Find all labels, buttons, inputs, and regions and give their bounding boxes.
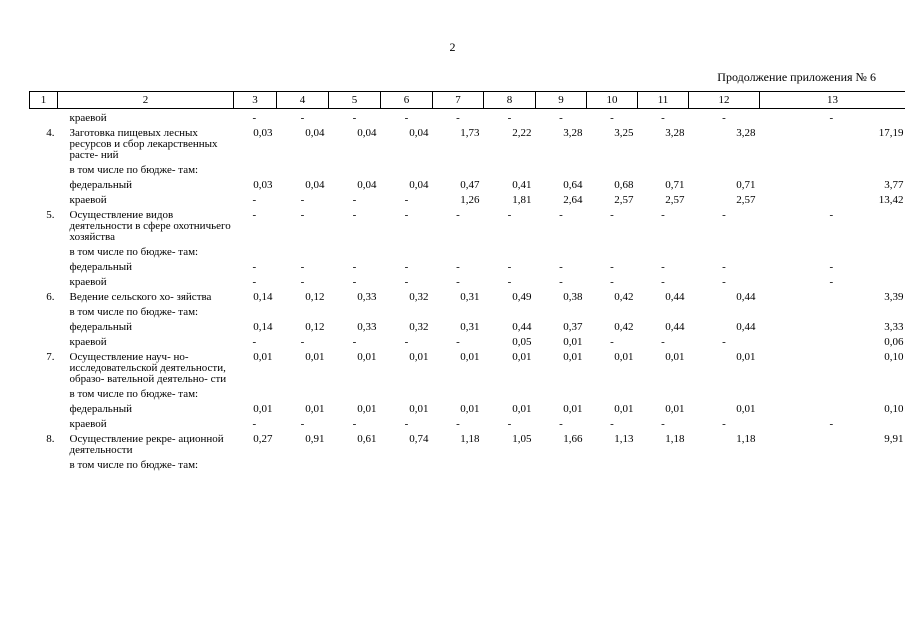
total-cell: 13,42 — [878, 194, 904, 206]
value-cell — [433, 385, 484, 400]
value-cell — [536, 456, 587, 471]
value-cell: 0,04 — [409, 179, 429, 191]
value-cell — [484, 243, 536, 258]
total-cell — [760, 385, 905, 400]
table-row — [30, 258, 905, 273]
value-cell: 0,01 — [736, 351, 756, 363]
table-row — [30, 109, 905, 125]
col-header: 4 — [277, 92, 329, 109]
value-cell — [536, 161, 587, 176]
value-cell: - — [507, 209, 512, 221]
table-row — [30, 191, 905, 206]
value-cell — [484, 161, 536, 176]
row-number — [30, 161, 58, 176]
value-cell: - — [252, 336, 257, 348]
table-row — [30, 415, 905, 430]
col-header: 2 — [58, 92, 234, 109]
value-cell: - — [661, 276, 665, 288]
value-cell: 0,04 — [305, 179, 325, 191]
value-cell: 1,73 — [460, 127, 480, 139]
table-row — [30, 430, 905, 456]
value-cell: 2,64 — [563, 194, 583, 206]
total-cell: - — [829, 209, 834, 221]
table-row — [30, 161, 905, 176]
total-cell: 3,39 — [884, 291, 904, 303]
value-cell: 0,68 — [614, 179, 634, 191]
value-cell: - — [252, 209, 257, 221]
table-row — [30, 333, 905, 348]
value-cell: 1,18 — [736, 433, 756, 445]
header-row — [30, 92, 905, 109]
value-cell — [536, 385, 587, 400]
row-name: краевой — [69, 276, 107, 288]
value-cell: 0,14 — [253, 321, 273, 333]
value-cell — [234, 243, 277, 258]
value-cell: 0,01 — [665, 403, 685, 415]
value-cell: 0,04 — [357, 127, 377, 139]
row-number: 8. — [46, 433, 55, 445]
value-cell — [277, 161, 329, 176]
value-cell: - — [559, 112, 563, 124]
total-cell — [760, 243, 905, 258]
value-cell: 0,44 — [736, 291, 756, 303]
value-cell: 3,28 — [736, 127, 756, 139]
value-cell — [638, 385, 689, 400]
value-cell — [381, 243, 433, 258]
row-number — [30, 400, 58, 415]
value-cell — [234, 385, 277, 400]
row-number — [30, 385, 58, 400]
value-cell: 0,01 — [409, 351, 429, 363]
value-cell: 0,37 — [563, 321, 583, 333]
value-cell: - — [722, 209, 726, 221]
value-cell: - — [352, 209, 357, 221]
table-row — [30, 456, 905, 471]
value-cell: - — [404, 194, 409, 206]
value-cell: 0,01 — [614, 351, 634, 363]
value-cell: 0,31 — [460, 321, 480, 333]
value-cell: - — [507, 112, 512, 124]
value-cell — [433, 243, 484, 258]
row-number — [30, 176, 58, 191]
value-cell — [587, 303, 638, 318]
value-cell: - — [300, 209, 305, 221]
value-cell: 2,57 — [665, 194, 685, 206]
value-cell — [536, 243, 587, 258]
value-cell — [484, 303, 536, 318]
value-cell: - — [404, 112, 409, 124]
value-cell — [329, 456, 381, 471]
value-cell: 0,01 — [409, 403, 429, 415]
row-number — [30, 258, 58, 273]
value-cell: - — [352, 418, 357, 430]
value-cell: 1,13 — [614, 433, 634, 445]
value-cell — [329, 303, 381, 318]
value-cell — [484, 456, 536, 471]
value-cell: 0,33 — [357, 321, 377, 333]
row-name: в том числе по бюдже- там: — [69, 164, 199, 176]
value-cell — [433, 161, 484, 176]
table-row — [30, 273, 905, 288]
value-cell: 0,01 — [253, 403, 273, 415]
value-cell: 0,01 — [512, 351, 532, 363]
value-cell: - — [507, 261, 512, 273]
row-name: Заготовка пищевых лесных ресурсов и сбор лекарственных расте- ний — [69, 127, 218, 161]
col-header: 8 — [484, 92, 536, 109]
value-cell — [638, 303, 689, 318]
value-cell: 0,03 — [253, 179, 273, 191]
col-header: 6 — [381, 92, 433, 109]
table-row — [30, 206, 905, 243]
value-cell: 0,33 — [357, 291, 377, 303]
value-cell: 0,64 — [563, 179, 583, 191]
value-cell — [689, 456, 760, 471]
value-cell: - — [661, 112, 665, 124]
table-row — [30, 176, 905, 191]
value-cell — [433, 456, 484, 471]
value-cell: - — [722, 112, 726, 124]
value-cell — [329, 161, 381, 176]
col-header: 1 — [30, 92, 58, 109]
total-cell: 9,91 — [884, 433, 904, 445]
continuation-label: Продолжение приложения № 6 — [717, 70, 876, 84]
value-cell — [277, 303, 329, 318]
value-cell: - — [456, 209, 460, 221]
value-cell — [689, 303, 760, 318]
row-name: Осуществление рекре- ационной деятельности — [69, 433, 224, 456]
row-number: 6. — [46, 291, 55, 303]
value-cell — [638, 161, 689, 176]
table-row — [30, 288, 905, 303]
value-cell: 0,01 — [563, 351, 583, 363]
value-cell: - — [722, 276, 726, 288]
value-cell: - — [661, 209, 665, 221]
total-cell: 3,77 — [884, 179, 904, 191]
value-cell: 0,05 — [512, 336, 532, 348]
value-cell — [381, 161, 433, 176]
row-name: Ведение сельского хо- зяйства — [69, 291, 212, 303]
value-cell: 1,18 — [665, 433, 685, 445]
value-cell: - — [352, 261, 357, 273]
row-name: федеральный — [69, 403, 132, 415]
value-cell: - — [456, 276, 460, 288]
value-cell: - — [456, 336, 460, 348]
value-cell — [433, 303, 484, 318]
value-cell — [587, 456, 638, 471]
value-cell — [381, 385, 433, 400]
total-cell: - — [829, 112, 834, 124]
table-row — [30, 124, 905, 161]
value-cell: 0,91 — [305, 433, 325, 445]
value-cell — [277, 243, 329, 258]
budget-table — [29, 91, 905, 471]
value-cell: 0,01 — [305, 403, 325, 415]
value-cell — [329, 385, 381, 400]
value-cell: 0,12 — [305, 291, 325, 303]
value-cell: 0,01 — [563, 336, 583, 348]
value-cell: - — [559, 276, 563, 288]
value-cell: - — [559, 209, 563, 221]
value-cell: - — [661, 261, 665, 273]
value-cell: - — [722, 261, 726, 273]
value-cell: 0,04 — [409, 127, 429, 139]
total-cell: 17,19 — [878, 127, 904, 139]
row-number — [30, 303, 58, 318]
value-cell: 0,44 — [736, 321, 756, 333]
row-number — [30, 456, 58, 471]
value-cell: - — [610, 112, 614, 124]
row-number — [30, 243, 58, 258]
value-cell: 0,44 — [665, 321, 685, 333]
value-cell: 0,44 — [665, 291, 685, 303]
value-cell: 0,01 — [305, 351, 325, 363]
value-cell: - — [610, 209, 614, 221]
value-cell: - — [352, 276, 357, 288]
value-cell: - — [456, 112, 460, 124]
row-number — [30, 109, 58, 125]
value-cell: - — [456, 418, 460, 430]
total-cell: - — [829, 276, 834, 288]
row-number: 5. — [46, 209, 55, 221]
value-cell: 0,01 — [253, 351, 273, 363]
value-cell — [587, 161, 638, 176]
value-cell: - — [559, 261, 563, 273]
value-cell: - — [404, 418, 409, 430]
row-name: краевой — [69, 112, 107, 124]
value-cell: - — [404, 336, 409, 348]
value-cell — [277, 456, 329, 471]
value-cell: 1,05 — [512, 433, 532, 445]
row-name: федеральный — [69, 261, 132, 273]
value-cell: 1,26 — [460, 194, 480, 206]
row-number — [30, 318, 58, 333]
value-cell: 0,01 — [460, 351, 480, 363]
value-cell — [587, 385, 638, 400]
table-row — [30, 348, 905, 385]
value-cell: 0,31 — [460, 291, 480, 303]
value-cell: - — [610, 418, 614, 430]
value-cell: 0,44 — [512, 321, 532, 333]
value-cell: 2,57 — [614, 194, 634, 206]
value-cell: - — [252, 418, 257, 430]
value-cell — [536, 303, 587, 318]
value-cell: - — [300, 112, 305, 124]
value-cell: 0,41 — [512, 179, 532, 191]
value-cell: 0,42 — [614, 291, 634, 303]
value-cell: - — [300, 261, 305, 273]
col-header: 13 — [760, 92, 905, 109]
value-cell: - — [404, 209, 409, 221]
value-cell: - — [661, 418, 665, 430]
value-cell: 0,01 — [736, 403, 756, 415]
total-cell: 3,33 — [884, 321, 904, 333]
value-cell: 2,57 — [736, 194, 756, 206]
value-cell: 0,32 — [409, 321, 429, 333]
value-cell: - — [722, 336, 726, 348]
value-cell: 0,12 — [305, 321, 325, 333]
value-cell: 0,01 — [563, 403, 583, 415]
col-header: 5 — [329, 92, 381, 109]
value-cell — [689, 385, 760, 400]
value-cell: - — [252, 112, 257, 124]
value-cell — [689, 161, 760, 176]
row-number: 7. — [46, 351, 55, 363]
value-cell — [381, 456, 433, 471]
value-cell: 2,22 — [512, 127, 532, 139]
value-cell: 1,18 — [460, 433, 480, 445]
col-header: 9 — [536, 92, 587, 109]
value-cell — [277, 385, 329, 400]
value-cell — [638, 243, 689, 258]
table-row — [30, 400, 905, 415]
value-cell: - — [507, 418, 512, 430]
value-cell: - — [722, 418, 726, 430]
value-cell: - — [300, 194, 305, 206]
row-number — [30, 333, 58, 348]
value-cell: 0,01 — [665, 351, 685, 363]
value-cell — [638, 456, 689, 471]
value-cell: - — [610, 261, 614, 273]
value-cell: - — [610, 336, 614, 348]
total-cell: - — [829, 261, 834, 273]
value-cell: 0,01 — [614, 403, 634, 415]
value-cell: - — [352, 112, 357, 124]
value-cell: 0,03 — [253, 127, 273, 139]
row-name: краевой — [69, 418, 107, 430]
value-cell: 0,01 — [512, 403, 532, 415]
table-row — [30, 303, 905, 318]
row-name: в том числе по бюдже- там: — [69, 246, 199, 258]
col-header: 7 — [433, 92, 484, 109]
value-cell: 3,25 — [614, 127, 634, 139]
value-cell: 0,71 — [736, 179, 756, 191]
value-cell: - — [300, 336, 305, 348]
value-cell: 0,74 — [409, 433, 429, 445]
value-cell: 0,27 — [253, 433, 273, 445]
value-cell — [234, 161, 277, 176]
value-cell: 0,01 — [357, 351, 377, 363]
col-header: 3 — [234, 92, 277, 109]
value-cell: 0,38 — [563, 291, 583, 303]
row-name: федеральный — [69, 179, 132, 191]
value-cell: - — [610, 276, 614, 288]
value-cell: 0,04 — [357, 179, 377, 191]
value-cell: 0,42 — [614, 321, 634, 333]
row-name: Осуществление науч- но-исследовательской деятельности, образо- вательной деятельно- сти — [69, 351, 227, 385]
row-name: в том числе по бюдже- там: — [69, 306, 199, 318]
total-cell: 0,10 — [884, 403, 904, 415]
value-cell: - — [252, 261, 257, 273]
table-row — [30, 243, 905, 258]
total-cell — [760, 456, 905, 471]
page-number: 2 — [449, 40, 456, 54]
total-cell — [760, 303, 905, 318]
value-cell: 0,71 — [665, 179, 685, 191]
value-cell: - — [300, 276, 305, 288]
value-cell — [689, 243, 760, 258]
value-cell: 0,32 — [409, 291, 429, 303]
value-cell: 3,28 — [665, 127, 685, 139]
value-cell: 1,66 — [563, 433, 583, 445]
value-cell: - — [300, 418, 305, 430]
row-number — [30, 191, 58, 206]
value-cell — [587, 243, 638, 258]
total-cell — [760, 161, 905, 176]
col-header: 12 — [689, 92, 760, 109]
row-name: краевой — [69, 336, 107, 348]
row-number — [30, 273, 58, 288]
table-row — [30, 385, 905, 400]
value-cell: 0,61 — [357, 433, 377, 445]
value-cell: - — [252, 194, 257, 206]
value-cell: 0,49 — [512, 291, 532, 303]
value-cell — [234, 303, 277, 318]
total-cell: - — [829, 418, 834, 430]
row-number — [30, 415, 58, 430]
value-cell: 0,01 — [460, 403, 480, 415]
table-row — [30, 318, 905, 333]
total-cell: 0,10 — [884, 351, 904, 363]
value-cell: 0,47 — [460, 179, 480, 191]
value-cell: 0,01 — [357, 403, 377, 415]
value-cell: 3,28 — [563, 127, 583, 139]
value-cell: - — [559, 418, 563, 430]
value-cell: 0,14 — [253, 291, 273, 303]
value-cell: - — [404, 261, 409, 273]
row-name: краевой — [69, 194, 107, 206]
value-cell: - — [661, 336, 665, 348]
col-header: 10 — [587, 92, 638, 109]
value-cell: - — [404, 276, 409, 288]
value-cell — [381, 303, 433, 318]
value-cell: - — [507, 276, 512, 288]
col-header: 11 — [638, 92, 689, 109]
value-cell: 1,81 — [512, 194, 532, 206]
value-cell: - — [252, 276, 257, 288]
row-name: в том числе по бюдже- там: — [69, 388, 199, 400]
row-name: федеральный — [69, 321, 132, 333]
row-name: в том числе по бюдже- там: — [69, 459, 199, 471]
value-cell: 0,04 — [305, 127, 325, 139]
value-cell — [484, 385, 536, 400]
value-cell — [329, 243, 381, 258]
value-cell: - — [352, 194, 357, 206]
row-number: 4. — [46, 127, 55, 139]
row-name: Осуществление видов деятельности в сфере охотничьего хозяйства — [69, 209, 231, 243]
value-cell — [234, 456, 277, 471]
total-cell: 0,06 — [884, 336, 904, 348]
value-cell: - — [456, 261, 460, 273]
value-cell: - — [352, 336, 357, 348]
